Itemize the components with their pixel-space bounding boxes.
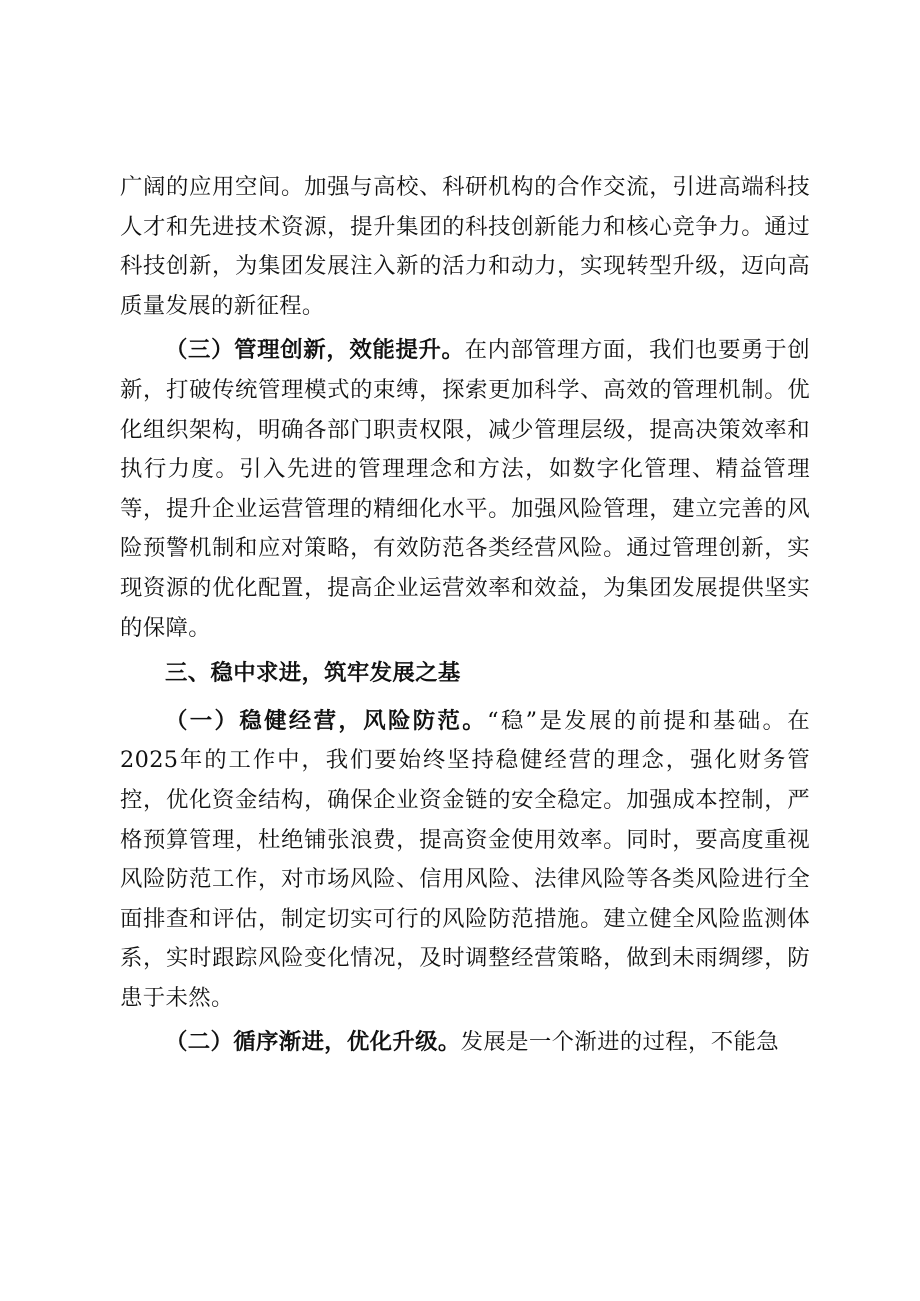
paragraph-text: “稳”是发展的前提和基础。在2025年的工作中，我们要始终坚持稳健经营的理念，强化财务管控，优化资金结构，确保企业资金链的安全稳定。加强成本控制，严格预算管理，杜绝铺张浪费，提高资金使用效率。同时，要高度重视风险防范工作，对市场风险、信用风险、法律风险等各类风险进行全面排查和评估，制定切实可行的风险防范措施。建立健全风险监测体系，实时跟踪风险变化情况，及时调整经营策略，做到未雨绸缪，防患于未然。 bbox=[120, 707, 810, 1011]
paragraph-gradual-upgrade bbox=[120, 1023, 810, 1063]
document-body bbox=[120, 168, 810, 1068]
paragraph-steady-operation bbox=[120, 702, 810, 1019]
section-heading: 三、稳中求进，筑牢发展之基 bbox=[165, 660, 461, 687]
paragraph-lead: （三）管理创新，效能提升。 bbox=[165, 337, 465, 364]
paragraph-text: 发展是一个渐进的过程，不能急 bbox=[460, 1029, 780, 1056]
paragraph-management-innovation bbox=[120, 331, 810, 648]
paragraph-text: 广阔的应用空间。加强与高校、科研机构的合作交流，引进高端科技人才和先进技术资源，提升集团的科技创新能力和核心竞争力。通过科技创新，为集团发展注入新的活力和动力，实现转型升级，迈向高质量发展的新征程。 bbox=[120, 174, 810, 319]
paragraph-continuation bbox=[120, 168, 810, 326]
paragraph-text: 在内部管理方面，我们也要勇于创新，打破传统管理模式的束缚，探索更加科学、高效的管理机制。优化组织架构，明确各部门职责权限，减少管理层级，提高决策效率和执行力度。引入先进的管理理念和方法，如数字化管理、精益管理等，提升企业运营管理的精细化水平。加强风险管理，建立完善的风险预警机制和应对策略，有效防范各类经营风险。通过管理创新，实现资源的优化配置，提高企业运营效率和效益，为集团发展提供坚实的保障。 bbox=[120, 337, 810, 641]
paragraph-lead: （二）循序渐进，优化升级。 bbox=[165, 1029, 461, 1056]
paragraph-lead: （一）稳健经营，风险防范。 bbox=[165, 707, 488, 734]
